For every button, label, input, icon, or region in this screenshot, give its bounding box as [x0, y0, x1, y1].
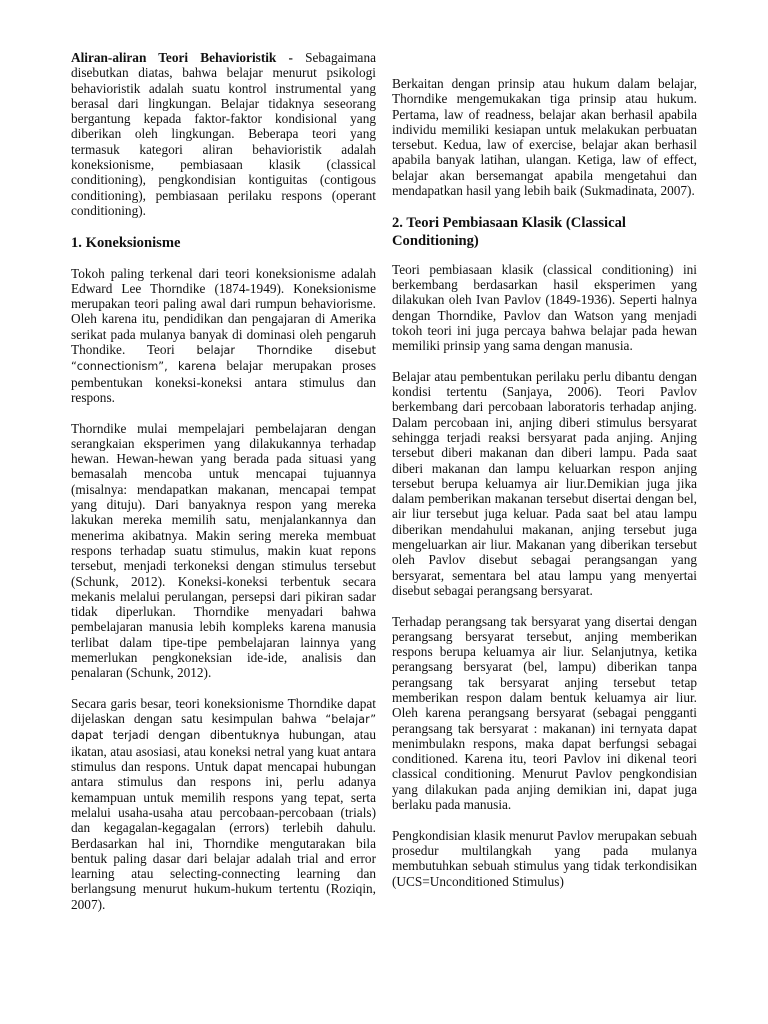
heading-koneksionisme: 1. Koneksionisme	[71, 234, 181, 251]
paragraph-thorndike-summary	[71, 696, 376, 912]
left-column	[71, 50, 376, 927]
right-column	[392, 76, 697, 904]
paragraph-pavlov-intro: Teori pembiasaan klasik (classical conditioning) ini berkembang berdasarkan hasil eksperimen yang dilakukan oleh Ivan Pavlov (1849-1936). Seperti halnya dengan Thorndike, Pavlov dan Watson yang menjadi tokoh teori ini juga percaya bahwa belajar pada hewan memiliki prinsip yang sama dengan manusia.	[392, 261, 697, 354]
p3-part-b-sans: “belajar” dapat terjadi dengan dibentuknya	[71, 713, 376, 743]
intro-paragraph	[71, 50, 376, 218]
p1-part-c: belajar merupakan proses pembentukan koneksi-koneksi antara stimulus dan respons.	[71, 358, 376, 405]
paragraph-thorndike-laws: Berkaitan dengan prinsip atau hukum dalam belajar, Thorndike mengemukakan tiga prinsip atau hukum. Pertama, law of readness, belajar akan berhasil apabila individu memiliki kesiapan untuk melakukan perbuatan tersebut. Kedua, law of exercise, belajar akan berhasil apabila banyak latihan, ulangan. Ketiga, law of effect, belajar akan bersemangat apabila mengetahui dan mendapatkan hasil yang lebih baik (Sukmadinata, 2007).	[392, 76, 697, 199]
paragraph-pavlov-response: Terhadap perangsang tak bersyarat yang disertai dengan perangsang bersyarat tersebut, anjing memberikan respons berupa keluamya air liur. Selanjutnya, ketika perangsang bersyarat (bel, lampu) diberikan tanpa perangsang tak bersyarat anjing tersebut tetap memberikan respon dalam bentuk keluamya air liur. Oleh karena perangsang bersyarat (sebagai pengganti perangsang tak bersyarat : makanan) ini ternyata dapat menimbulakn respons, maka dapat berfungsi sebagai conditioned. Karena itu, teori Pavlov ini dikenal teori classical conditioning. Menurut Pavlov pengkondisian yang dilakukan pada anjing demikian ini, dapat juga berlaku pada manusia.	[392, 613, 697, 813]
p1-part-b-sans: belajar Thorndike disebut “connectionism”, karena	[71, 344, 376, 374]
intro-bold-lead: Aliran-aliran Teori Behavioristik -	[71, 50, 306, 65]
paragraph-thorndike-experiment: Thorndike mulai mempelajari pembelajaran dengan serangkaian eksperimen yang dilakukannya terhadap hewan. Hewan-hewan yang berada pada situasi yang bemasalah mencoba untuk mencapai tujuannya (misalnya: mendapatkan makanan, mencapai tempat yang dituju). Dari banyaknya respon yang mereka lakukan mereka memilih satu, menjalankannya dan menerima akibatnya. Makin sering mereka membuat respons terhadap suatu stimulus, makin kuat repons tersebut, menjadi terkoneksi dengan stimulus tersebut (Schunk, 2012). Koneksi-koneksi terbentuk secara mekanis melalui perulangan, persepsi dari pikiran sadar tidak diperlukan. Thorndike menyadari bahwa pembelajaran manusia lebih kompleks karena manusia terlibat dalam tipe-tipe pembelajaran lainnya yang memerlukan pengkoneksian ide-ide, analisis dan penalaran (Schunk, 2012).	[71, 420, 376, 681]
p1-part-a: Tokoh paling terkenal dari teori koneksionisme adalah Edward Lee Thorndike (1874-1949). Koneksionisme merupakan teori paling awal dari rumpun behaviorisme. Oleh karena itu, pendidikan dan pengajaran di Amerika serikat pada mulanya banyak di dominasi oleh pengaruh Thondike. Teori	[71, 265, 376, 358]
paragraph-pavlov-procedure: Pengkondisian klasik menurut Pavlov merupakan sebuah prosedur multilangkah yang pada mulanya membutuhkan sebuah stimulus yang tidak terkondisikan (UCS=Unconditioned Stimulus)	[392, 827, 697, 889]
paragraph-thorndike-intro	[71, 266, 376, 406]
paragraph-pavlov-experiment: Belajar atau pembentukan perilaku perlu dibantu dengan kondisi tertentu (Sanjaya, 2006). Teori Pavlov berkembang dari percobaan laboratoris terhadap anjing. Dalam percobaan ini, anjing diberi stimulus bersyarat sehingga terjadi reaksi bersyarat pada anjing. Anjing tersebut diberi makanan dan diberi lampu. Pada saat diberi makanan dan lampu keluarkan respon anjing tersebut berupa keluamya air liur.Demikian juga jika dalam pemberikan makanan tersebut disertai dengan bel, air liur tersebut juga keluar. Pada saat bel atau lampu diberikan mendahului makanan, anjing tersebut juga mengeluarkan air liur. Makanan yang diberikan tersebut oleh Pavlov disebut sebagai perangsangan yang bersyarat, sementara bel atau lampu yang menyertai disebut sebagai perangsang bersyarat.	[392, 368, 697, 598]
p3-part-c: hubungan, atau ikatan, atau asosiasi, atau koneksi netral yang kuat antara stimulus dan respons. Untuk dapat mencapai hubungan antara stimulus dan respons ini, perlu adanya kemampuan untuk memilih respons yang tepat, serta melalui usaha-usaha atau percobaan-percobaan (trials) dan kegagalan-kegagalan (errors) terlebih dahulu. Berdasarkan hal ini, Thorndike mengutarakan bila bentuk paling dasar dari belajar adalah trial and error learning atau selecting-connecting learning dan berlangsung menurut hukum-hukum tertentu (Roziqin, 2007).	[71, 727, 376, 912]
intro-text: Sebagaimana disebutkan diatas, bahwa belajar menurut psikologi behavioristik adalah suatu kontrol instrumental yang berasal dari lingkungan. Belajar tidaknya seseorang bergantung kepada faktor-faktor kondisional yang diberikan oleh lingkungan. Beberapa teori yang termasuk kategori aliran behavioristik adalah koneksionisme, pembiasaan klasik (classical conditioning), pengkondisian kontiguitas (contigous conditioning), pembiasaan perilaku respons (operant conditioning).	[71, 50, 376, 218]
heading-classical-conditioning: 2. Teori Pembiasaan Klasik (Classical Conditioning)	[392, 214, 626, 249]
p3-part-a: Secara garis besar, teori koneksionisme Thorndike dapat dijelaskan dengan satu kesimpulan bahwa	[71, 695, 376, 727]
